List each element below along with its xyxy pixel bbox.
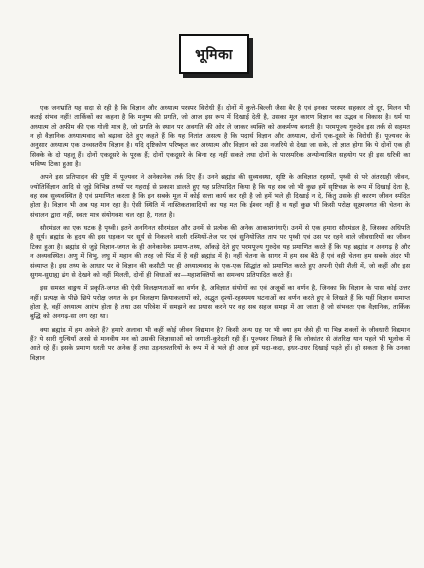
paragraph: एक जनभ्रांति यह सदा से रही है कि विज्ञान और अध्यात्म परस्पर विरोधी हैं। दोनों में कुत्ते-बिल्ली जैसा बैर है एवं इनका परस्पर सहकार तो दूर, मिलन भी कतई संभव नहीं! तार्किकों का कहना है कि मनुष्य की प्रगति, जो आज इस रूप में दिखाई देती है, उसका मूल कारण विज्ञान का उद्भव व विकास है। धर्म या अध्यात्म तो अफीम की एक गोली मात्र है, जो प्रगति के स्थान पर अवगति की ओर ले जाकर व्यक्ति को अकर्मण्य बनाती है। परमपूज्य गुरुदेव इस तर्क से सहमत न हो वैज्ञानिक अध्यात्मवाद को बढ़ावा देते हुए कहते हैं कि यह नितांत असत्य है कि पदार्थ विज्ञान और अध्यात्म, दोनों एक-दूसरे के विरोधी हैं। पूज्यवर के अनुसार अध्यात्म एक उच्चस्तरीय विज्ञान है। यदि दृष्टिकोण परिष्कृत कर अध्यात्म और विज्ञान को उस नजरिये से देखा जा सके, तो ज्ञात होगा कि ये दोनों एक ही सिक्के के दो पहलू हैं। दोनों एकदूसरे के पूरक हैं; दोनों एकदूसरे के बिना रह नहीं सकते तथा दोनों के पारस्परिक अन्योन्याश्रित सहयोग पर ही इस धरित्री का भविष्य टिका हुआ है। xyxy=(30,104,411,169)
paragraph: क्या ब्रह्मांड में हम अकेले हैं? हमारे अलावा भी कहीं कोई जीवन विद्यमान है? किसी अन्य ग्रह पर भी क्या हम जैसे ही या भिन्न शक्लों के जीवधारी विद्यमान हैं? ये सारी गुत्थियाँ अरसे से मानवीय मन को उसकी जिज्ञासाओं को जगाती-कुरेदती रही हैं। पूज्यवर लिखते हैं कि लोकांतर से अंतरिक्ष यान पहले भी भूलोक में आते रहे हैं। इसके प्रमाण धरती पर अनेक हैं तथा उड़नतश्तरियों के रूप में वे भले ही आज हमें यदा-कदा, इधर-उधर दिखाई पड़ते हों। हो सकता है कि उनका विज्ञान xyxy=(30,325,410,362)
page-title: भूमिका xyxy=(179,34,249,74)
paragraph: सौरमंडल का एक घटक है पृथ्वी। इतने अनगिनत सौरमंडल और उनमें से प्रत्येक की अनेक आकाशगंगाएँ। उनमें से एक हमारा सौरमंडल है, जिसका अधिपति है सूर्य। ब्रह्मांड के हृदय की इस धड़कन पर सूर्य से निकलने वाली रश्मियों-तेज पर एवं सुनियोजित ताप पर पृथ्वी एवं उस पर रहने वाले जीवधारियों का जीवन टिका हुआ है। ब्रह्मांड से जुड़े विज्ञान-जगत के ही अनेकानेक प्रमाण-तथ्य, आँकड़े देते हुए परमपूज्य गुरुदेव यह प्रमाणित करते हैं कि यह ब्रह्मांड न अनगढ़ है और न अव्यवस्थित। अणु में विभु, लघु में महान की तरह जो पिंड में है वही ब्रह्मांड में है। नहीं चेतना के सागर में हम सब बैठे हैं एवं वही चेतना हम सबके अंदर भी संव्याप्त है। इस तथ्य के आधार पर वे विज्ञान की कसौटी पर ही अध्यात्मवाद के एक-एक सिद्धांत को प्रमाणित करते हुए अपनी ऐसी शैली में, जो कहीं और इस सुगम-सुग्राह्य ढंग से देखने को नहीं मिलती, दोनों ही विधाओं का—महाशक्तियों का समन्वय प्रतिपादित करते हैं। xyxy=(30,224,410,279)
paragraph: इस समस्त वाङ्मय में प्रकृति-जगत की ऐसी विलक्षणताओं का वर्णन है, अविज्ञात संयोगों का एवं अजूबों का वर्णन है, जिनका कि विज्ञान के पास कोई उत्तर नहीं। प्रत्यक्ष के पीछे छिपे परोक्ष जगत के इन विलक्षण क्रियाकलापों को, अद्भुत दृश्यों-रहस्यमय घटनाओं का वर्णन करते हुए वे लिखते हैं कि यहीं विज्ञान समाप्त होता है, वहीं अध्यात्म आरंभ होता है तथा उस परिवेश में समझने का प्रयास करने पर वह सब सहज समझ में आ जाता है जो संभवतः एक वैज्ञानिक, तार्किक बुद्धि को अनगढ़-सा लग रहा था। xyxy=(30,284,410,321)
paragraph: अपने इस प्रतिपादन की पुष्टि में पूज्यवर ने अनेकानेक तर्क दिए हैं। उनने ब्रह्मांड की सुव्यवस्था, सृष्टि के अविज्ञात रहस्यों, पृथ्वी से परे अंतरग्रही जीवन, ज्योतिर्विज्ञान आदि से जुड़े विभिन्न तथ्यों पर गहराई से प्रकाश डालते हुए यह प्रतिपादित किया है कि यह सब जो भी कुछ हमें सृष्टिचक्र के रूप में दिखाई देता है, वह सब सुव्यवस्थित है एवं प्रमाणित करता है कि इन सबके मूल में कोई सत्ता कार्य कर रही है जो हमें भले ही दिखाई न दे, किंतु उसके ही कारण जीवन स्पंदित होता है। विज्ञान भी अब यह मान रहा है। ऐसी स्थिति में नास्तिकतावादियों का यह मत कि ईश्वर नहीं है व यहाँ कुछ भी किसी परोक्ष सूक्ष्मजगत की चेतना के संचालन द्वारा नहीं, स्वतः मात्र संयोगवश चल रहा है, गलत है। xyxy=(30,173,410,219)
body-text xyxy=(30,104,410,367)
